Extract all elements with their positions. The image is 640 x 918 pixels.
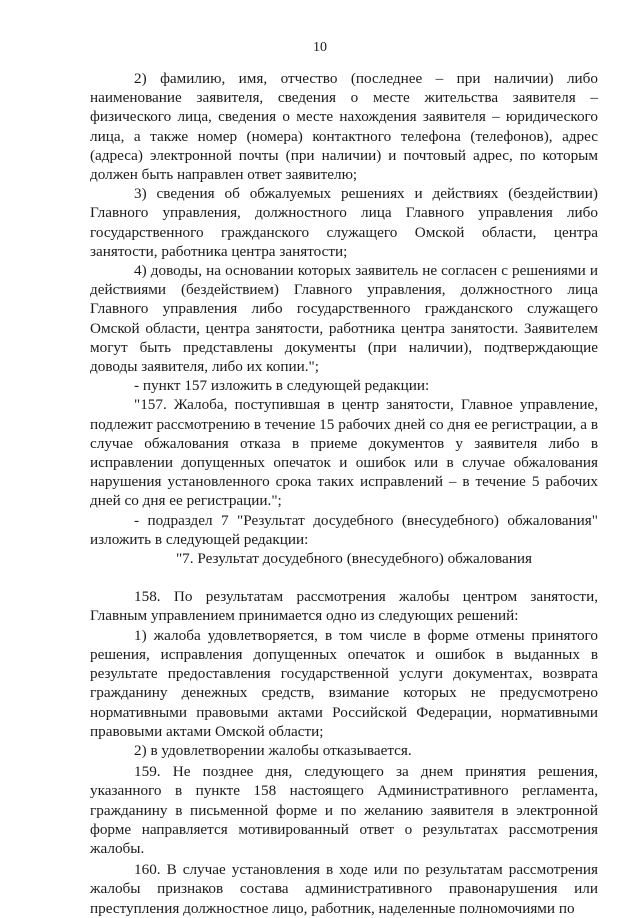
paragraph-amend-subsection-7: - подраздел 7 "Результат досудебного (внесудебного) обжалования" изложить в следующей редакции: [90,511,598,548]
section-heading: "7. Результат досудебного (внесудебного) обжалования [175,550,533,568]
paragraph-appealed-decisions: 3) сведения об обжалуемых решениях и действиях (бездействии) Главного управления, должностного лица Главного управления либо государственного гражданского служащего Омской области, центра занятости, работника центра занятости; [90,185,598,260]
paragraph-159: 159. Не позднее дня, следующего за днем принятия решения, указанного в пункте 158 настоящего Административного регламента, гражданину в письменной форме и по желанию заявителя в электронной форме направляется мотивированный ответ о результатах рассмотрения жалобы. [90,763,598,857]
paragraph-160: 160. В случае установления в ходе или по результатам рассмотрения жалобы признаков состава административного правонарушения или преступления должностное лицо, работник, наделенные полномочиями по [90,861,598,917]
document-body [90,69,598,918]
paragraph-158: 158. По результатам рассмотрения жалобы центром занятости, Главным управлением принимается одно из следующих решений: [90,588,598,625]
paragraph-applicant-details: 2) фамилию, имя, отчество (последнее – при наличии) либо наименование заявителя, сведения о месте жительства заявителя – физического лица, сведения о месте нахождения заявителя – юридического лица, а также номер (номера) контактного телефона (телефонов), адрес (адреса) электронной почты (при наличии) и почтовый адрес, по которым должен быть направлен ответ заявителю; [90,70,598,184]
paragraph-158-item-1: 1) жалоба удовлетворяется, в том числе в форме отмены принятого решения, исправления допущенных опечаток и ошибок в выданных в результате предоставления государственной услуги документах, возврата гражданину денежных средств, взимание которых не предусмотрено нормативными правовыми актами Российской Федерации, нормативными правовыми актами Омской области; [90,626,598,740]
page-number: 10 [313,40,327,55]
paragraph-amend-157: - пункт 157 изложить в следующей редакции: [134,377,430,395]
paragraph-157: "157. Жалоба, поступившая в центр занятости, Главное управление, подлежит рассмотрению в течение 15 рабочих дней со дня ее регистрации, а в случае обжалования отказа в приеме документов у заявителя либо в исправлении допущенных опечаток и ошибок или в случае обжалования нарушения установленного срока таких исправлений – в течение 5 рабочих дней со дня ее регистрации."; [90,396,598,510]
paragraph-158-item-2: 2) в удовлетворении жалобы отказывается. [134,741,412,759]
paragraph-arguments: 4) доводы, на основании которых заявитель не согласен с решениями и действиями (бездействием) Главного управления, должностного лица Главного управления либо государственного гражданского служащего Омской области, центра занятости, работника центра занятости. Заявителем могут быть представлены документы (при наличии), подтверждающие доводы заявителя, либо их копии."; [90,262,598,376]
